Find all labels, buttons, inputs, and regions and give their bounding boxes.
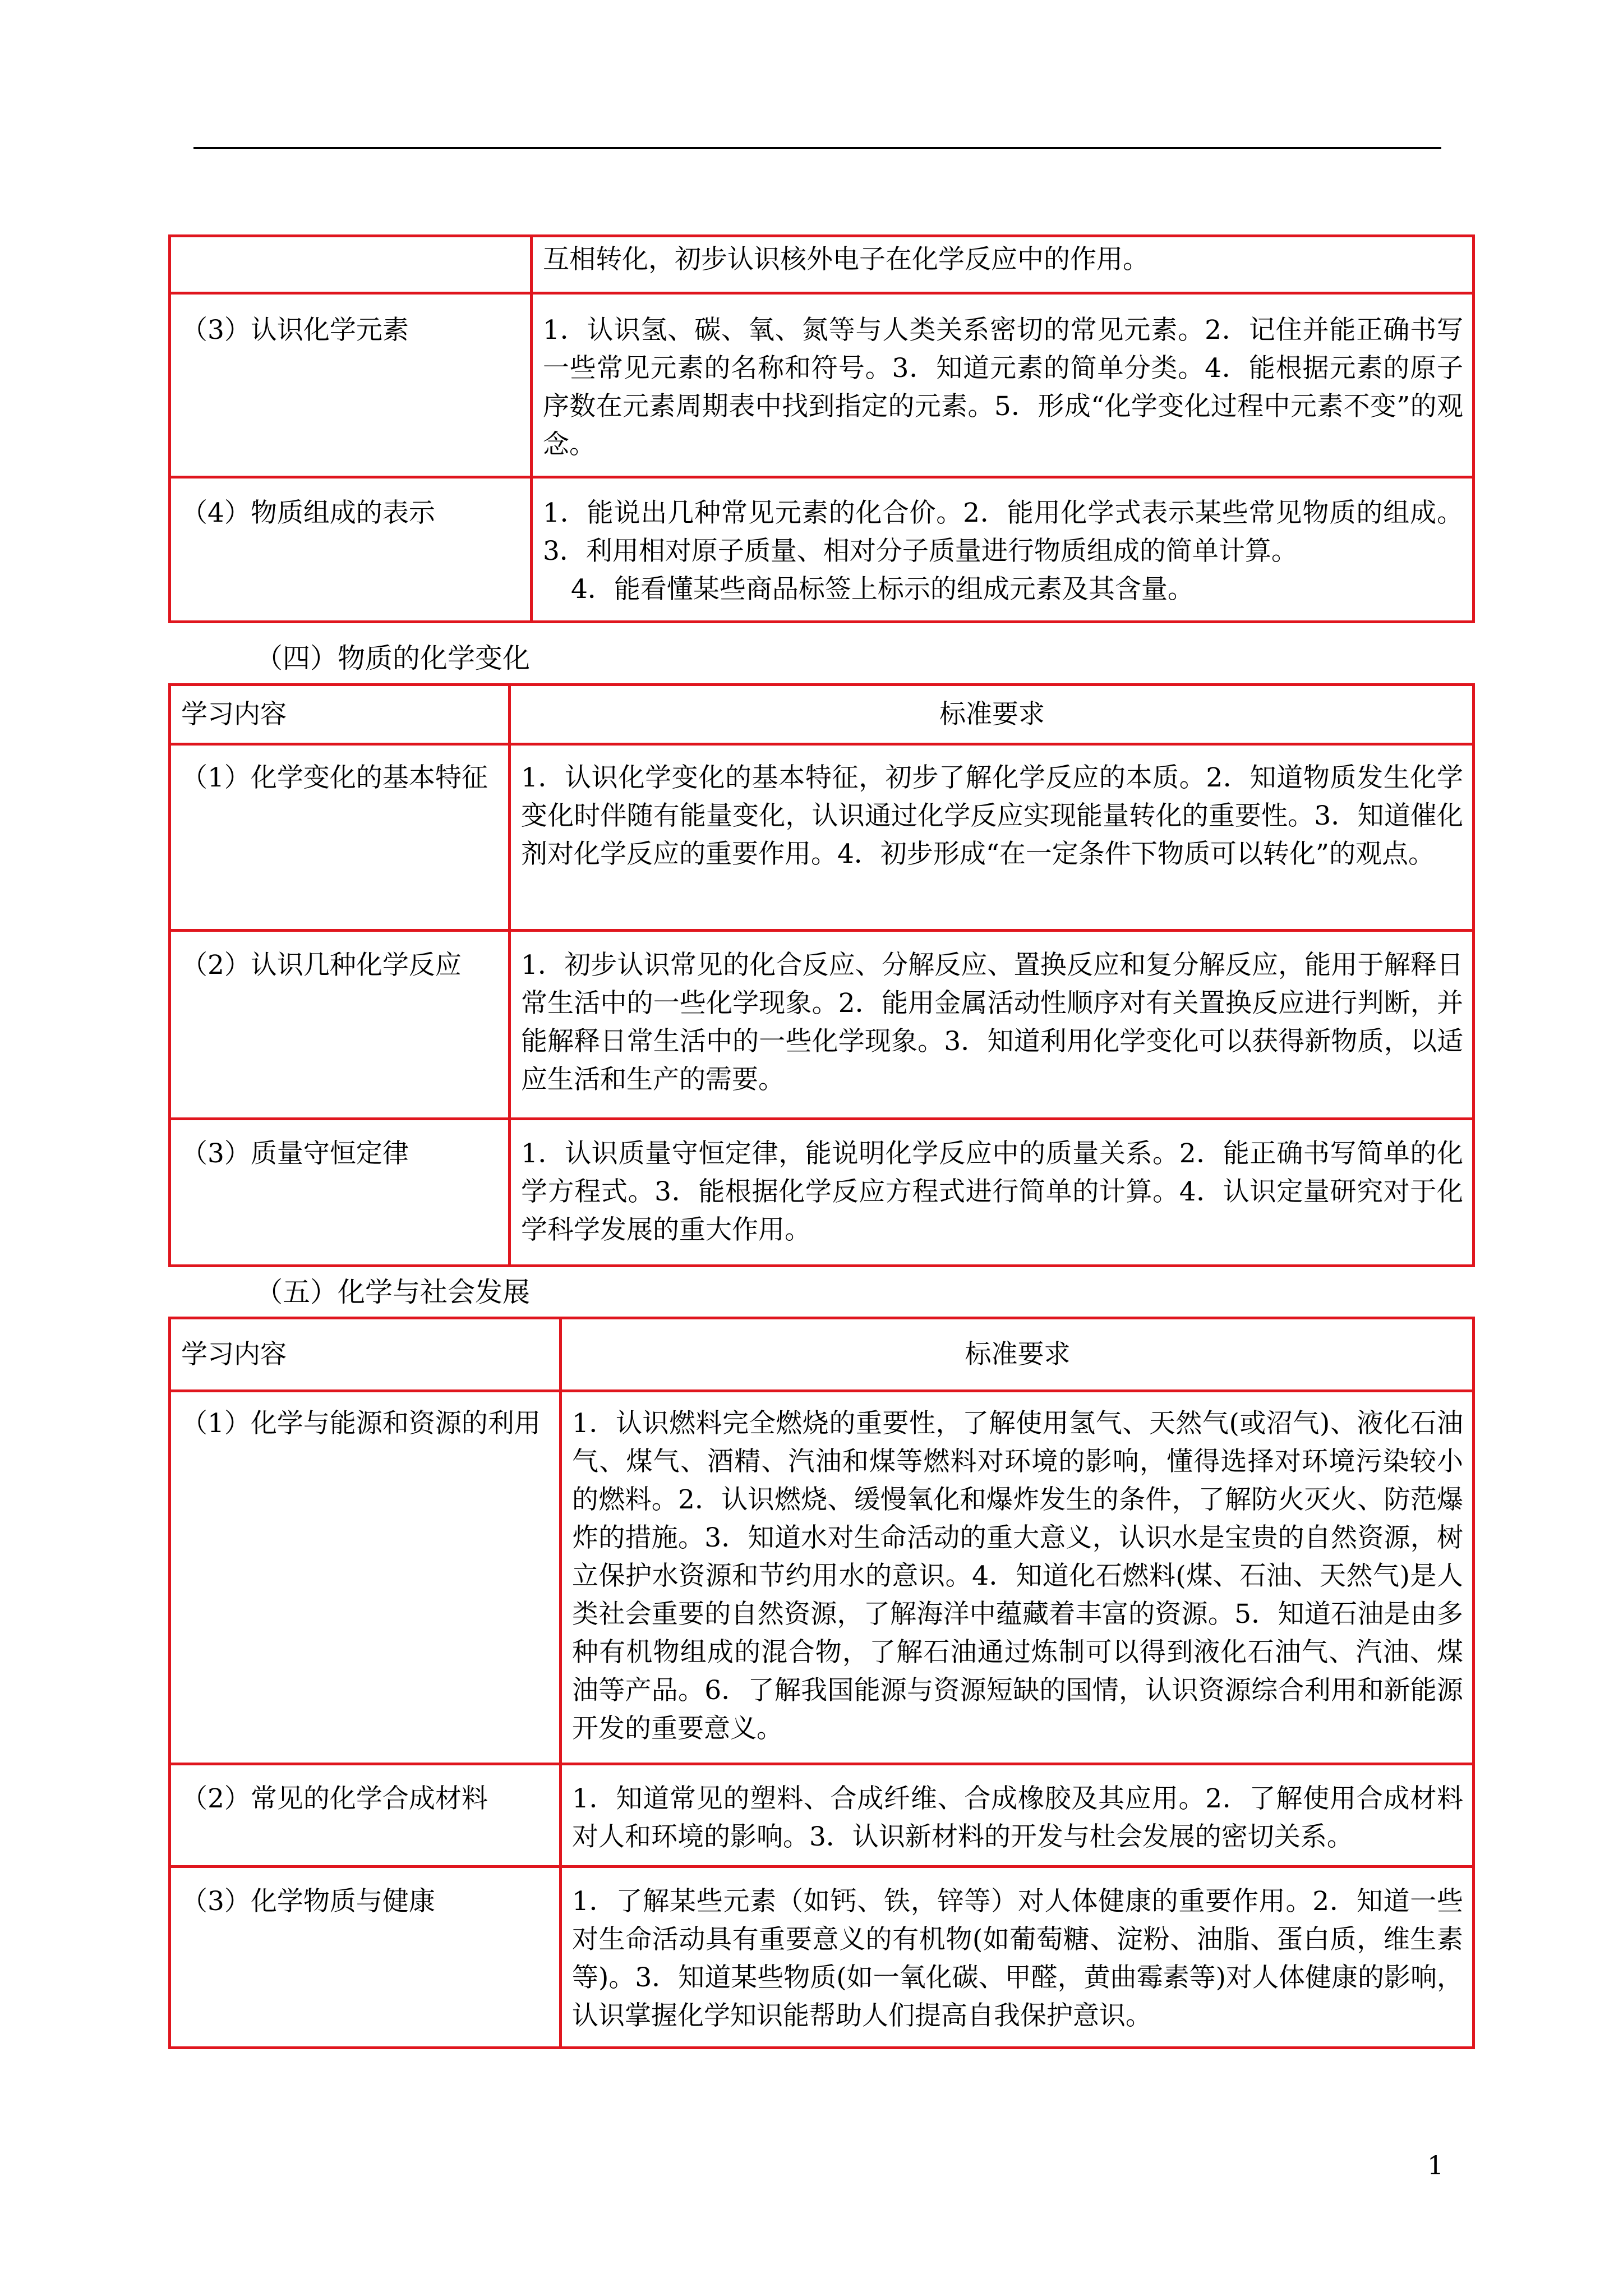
row-content: 1．认识质量守恒定律，能说明化学反应中的质量关系。2．能正确书写简单的化学方程式。3．能根据化学反应方程式进行简单的计算。4．认识定量研究对于化学科学发展的重大作用。	[510, 1119, 1474, 1266]
table-society-development	[168, 1317, 1475, 2049]
table-row	[170, 236, 1474, 293]
row-content: 1．认识氢、碳、氧、氮等与人类关系密切的常见元素。2．记住并能正确书写一些常见元素的名称和符号。3．知道元素的简单分类。4．能根据元素的原子序数在元素周期表中找到指定的元素。5．形成“化学变化过程中元素不变”的观念。	[532, 293, 1474, 477]
row-label: （2）认识几种化学反应	[170, 931, 510, 1119]
row-label: （2）常见的化学合成材料	[170, 1764, 561, 1867]
col-header-content: 学习内容	[170, 1318, 561, 1391]
table-row	[170, 1391, 1474, 1764]
table-row	[170, 931, 1474, 1119]
row-label: （3）化学物质与健康	[170, 1867, 561, 2048]
col-header-requirement: 标准要求	[510, 685, 1474, 744]
row-content: 互相转化，初步认识核外电子在化学反应中的作用。	[532, 236, 1474, 293]
row-content	[532, 477, 1474, 622]
row-content: 1．初步认识常见的化合反应、分解反应、置换反应和复分解反应，能用于解释日常生活中的一些化学现象。2．能用金属活动性顺序对有关置换反应进行判断，并能解释日常生活中的一些化学现象。3．知道利用化学变化可以获得新物质，以适应生活和生产的需要。	[510, 931, 1474, 1119]
row-content: 1．认识燃料完全燃烧的重要性，了解使用氢气、天然气(或沼气)、液化石油气、煤气、酒精、汽油和煤等燃料对环境的影响，懂得选择对环境污染较小的燃料。2．认识燃烧、缓慢氧化和爆炸发生的条件，了解防火灭火、防范爆炸的措施。3．知道水对生命活动的重大意义，认识水是宝贵的自然资源，树立保护水资源和节约用水的意识。4．知道化石燃料(煤、石油、天然气)是人类社会重要的自然资源，了解海洋中蕴藏着丰富的资源。5．知道石油是由多种有机物组成的混合物，了解石油通过炼制可以得到液化石油气、汽油、煤油等产品。6．了解我国能源与资源短缺的国情，认识资源综合利用和新能源开发的重要意义。	[561, 1391, 1474, 1764]
page-number: 1	[1427, 2150, 1444, 2180]
table-header-row	[170, 1318, 1474, 1391]
table-row	[170, 744, 1474, 931]
row-content: 1．知道常见的塑料、合成纤维、合成橡胶及其应用。2．了解使用合成材料对人和环境的影响。3．认识新材料的开发与杜会发展的密切关系。	[561, 1764, 1474, 1867]
table-row	[170, 477, 1474, 622]
table-composition	[168, 234, 1475, 623]
section-heading-4: （四）物质的化学变化	[255, 642, 531, 674]
col-header-content: 学习内容	[170, 685, 510, 744]
table-row	[170, 1867, 1474, 2048]
row-content: 1．认识化学变化的基本特征，初步了解化学反应的本质。2．知道物质发生化学变化时伴随有能量变化，认识通过化学反应实现能量转化的重要性。3．知道催化剂对化学反应的重要作用。4．初步形成“在一定条件下物质可以转化”的观点。	[510, 744, 1474, 931]
row-content-main: 1．能说出几种常见元素的化合价。2．能用化学式表示某些常见物质的组成。3．利用相对原子质量、相对分子质量进行物质组成的简单计算。	[543, 498, 1463, 567]
col-header-requirement: 标准要求	[561, 1318, 1474, 1391]
row-label: （1）化学变化的基本特征	[170, 744, 510, 931]
row-label: （4）物质组成的表示	[170, 477, 532, 622]
section-heading-5: （五）化学与社会发展	[255, 1276, 531, 1308]
row-content-extra: 4．能看懂某些商品标签上标示的组成元素及其含量。	[571, 574, 1194, 605]
header-rule	[193, 147, 1441, 149]
table-row	[170, 1764, 1474, 1867]
table-row	[170, 1119, 1474, 1266]
row-content: 1．了解某些元素（如钙、铁，锌等）对人体健康的重要作用。2．知道一些对生命活动具有重要意义的有机物(如葡萄糖、淀粉、油脂、蛋白质，维生素等)。3．知道某些物质(如一氧化碳、甲醛，黄曲霉素等)对人体健康的影响，认识掌握化学知识能帮助人们提高自我保护意识。	[561, 1867, 1474, 2048]
row-label: （3）质量守恒定律	[170, 1119, 510, 1266]
row-label	[170, 236, 532, 293]
table-chemical-change	[168, 683, 1475, 1267]
row-label: （1）化学与能源和资源的利用	[170, 1391, 561, 1764]
table-row	[170, 293, 1474, 477]
table-header-row	[170, 685, 1474, 744]
row-label: （3）认识化学元素	[170, 293, 532, 477]
